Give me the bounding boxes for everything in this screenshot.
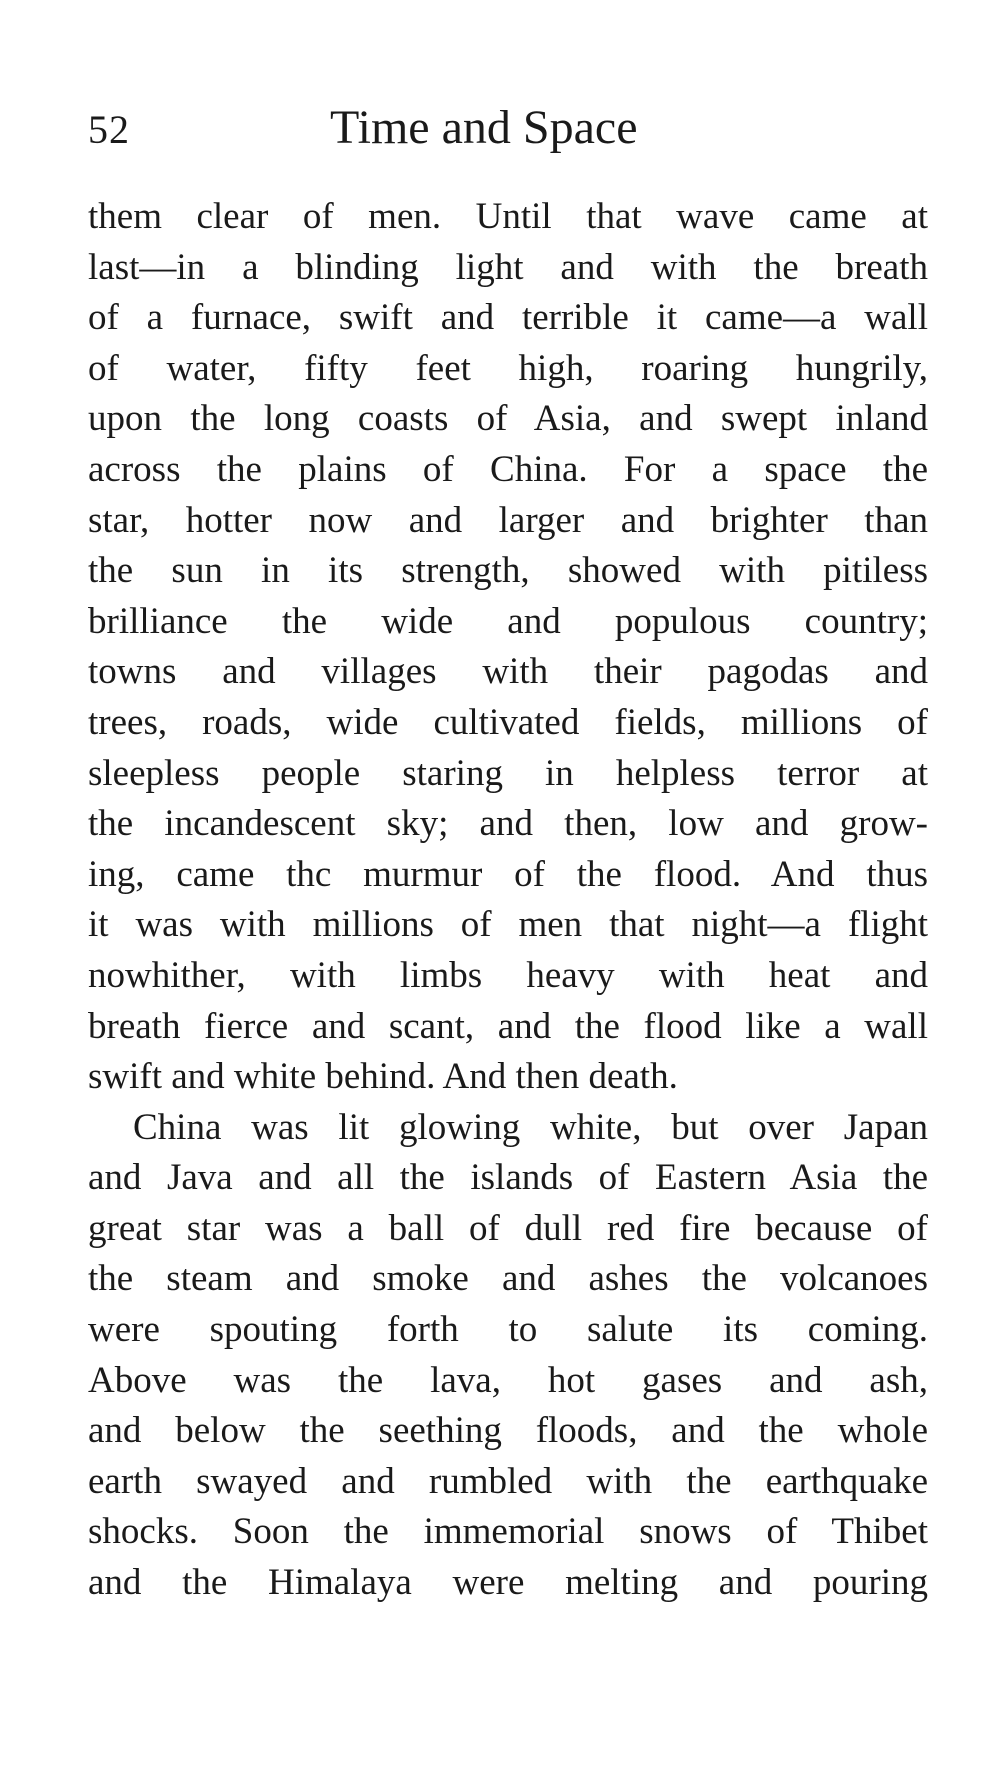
text-line: shocks. Soon the immemorial snows of Thibet — [88, 1511, 928, 1553]
text-line: of water, fifty feet high, roaring hungrily, — [88, 347, 928, 389]
text-line: were spouting forth to salute its coming. — [88, 1309, 928, 1351]
text-line: sleepless people staring in helpless terror at — [88, 752, 928, 794]
text-line: and below the seething floods, and the whole — [88, 1410, 928, 1452]
text-line: and the Himalaya were melting and pouring — [88, 1562, 928, 1604]
text-line: and Java and all the islands of Eastern Asia the — [88, 1157, 928, 1199]
text-line: nowhither, with limbs heavy with heat and — [88, 954, 928, 996]
text-line: trees, roads, wide cultivated fields, millions of — [88, 701, 928, 743]
text-line: upon the long coasts of Asia, and swept inland — [88, 398, 928, 440]
body-text — [88, 192, 928, 1609]
paragraph-2 — [88, 1103, 928, 1609]
text-line: last—in a blinding light and with the breath — [88, 246, 928, 288]
page-number: 52 — [88, 107, 130, 152]
text-line: the incandescent sky; and then, low and grow- — [88, 803, 928, 845]
text-line: swift and white behind. And then death. — [88, 1056, 678, 1098]
text-line: brilliance the wide and populous country; — [88, 600, 928, 642]
text-line: them clear of men. Until that wave came at — [88, 196, 928, 237]
text-line: it was with millions of men that night—a flight — [88, 904, 928, 946]
text-line: breath fierce and scant, and the flood like a wall — [88, 1005, 928, 1047]
text-line: the steam and smoke and ashes the volcanoes — [88, 1258, 928, 1300]
text-line: ing, came thc murmur of the flood. And thus — [88, 853, 928, 895]
text-line: earth swayed and rumbled with the earthquake — [88, 1460, 928, 1502]
running-head — [88, 100, 928, 160]
text-line: the sun in its strength, showed with pitiless — [88, 550, 928, 592]
paragraph-1 — [88, 192, 928, 1103]
text-line: of a furnace, swift and terrible it came—a wall — [88, 297, 928, 339]
page-title: Time and Space — [330, 101, 638, 154]
text-line: across the plains of China. For a space the — [88, 448, 928, 490]
text-line: towns and villages with their pagodas and — [88, 651, 928, 693]
text-line: great star was a ball of dull red fire because of — [88, 1207, 928, 1249]
text-line: Above was the lava, hot gases and ash, — [88, 1359, 928, 1401]
text-line: star, hotter now and larger and brighter than — [88, 499, 928, 541]
text-line: China was lit glowing white, but over Japan — [133, 1106, 928, 1148]
